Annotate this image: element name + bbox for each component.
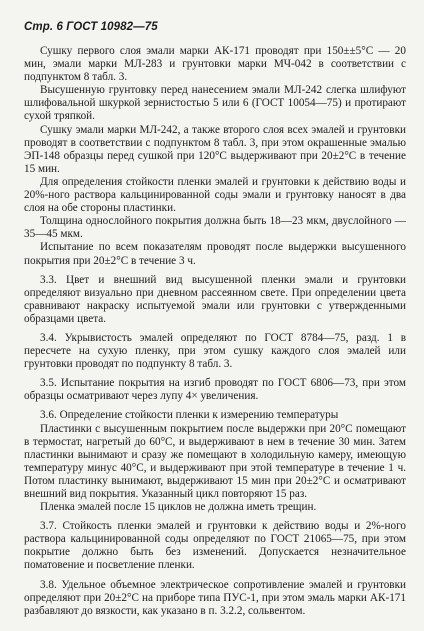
paragraph-3-8: 3.8. Удельное объемное электрическое сопротивление эмалей и грунтовки определяют при 20±2°С на приборе типа ПУС-1, при этом эмаль марки АК-171 разбавляют до вязкости, как указано в п. 3.2.2, сольвентом. xyxy=(24,578,406,617)
paragraph-test-conditions: Испытание по всем показателям проводят после выдержки высушенного покрытия при 20±2°С в течение 3 ч. xyxy=(24,241,406,267)
paragraph-3-4: 3.4. Укрывистость эмалей определяют по ГОСТ 8784—75, разд. 1 в пересчете на сухую пленку, при этом сушку каждого слоя эмалей или грунтовки проводят по подпункту 8 табл. 3. xyxy=(24,331,406,371)
paragraph-3-3: 3.3. Цвет и внешний вид высушенной пленки эмали и грунтовки определяют визуально при дневном рассеянном свете. При определении цвета сравнивают накраску испытуемой эмали или грунтовки с утвержденными образцами цвета. xyxy=(24,273,406,325)
paragraph-3-6-procedure: Пластинки с высушенным покрытием после выдержки при 20°С помещают в термостат, нагретый до 60°С, и выдерживают в нем в течение 30 мин. Затем пластинки вынимают и сразу же помещают в холодильную камеру, имеющую температуру минус 40°С, и выдерживают при этой температуре в течение 1 ч. Потом пластинку вынимают, выдерживают 15 мин при 20±2°С и осматривают внешний вид покрытия. Указанный цикл повторяют 15 раз. xyxy=(24,422,406,500)
document-body xyxy=(24,45,406,618)
paragraph-3-6-result: Пленка эмалей после 15 циклов не должна иметь трещин. xyxy=(40,501,317,514)
paragraph-3-5: 3.5. Испытание покрытия на изгиб проводят по ГОСТ 6806—73, при этом образцы осматривают через лупу 4× увеличения. xyxy=(24,377,406,403)
paragraph-thickness: Толщина однослойного покрытия должна быть 18—23 мкм, двуслойного — 35—45 мкм. xyxy=(24,215,406,241)
paragraph-primer-sanding: Высушенную грунтовку перед нанесением эмали МЛ-242 слегка шлифуют шлифовальной шкуркой зернистостью 5 или 6 (ГОСТ 10054—75) и протирают сухой тряпкой. xyxy=(24,84,406,123)
paragraph-3-7: 3.7. Стойкость пленки эмалей и грунтовки к действию воды и 2%-ного раствора кальцинированной соды определяют по ГОСТ 21065—75, при этом покрытие должно быть без изменений. Допускается незначительное поматовение и посветление пленки. xyxy=(24,520,406,572)
page-header: Стр. 6 ГОСТ 10982—75 xyxy=(24,21,158,33)
paragraph-3-6-heading: 3.6. Определение стойкости пленки к измерению температуры xyxy=(40,409,339,422)
paragraph-drying-ak171: Сушку первого слоя эмали марки АК-171 проводят при 150±±5°С — 20 мин, эмали марки МЛ-283 и грунтовки марки МЧ-042 в соответствии с подпунктом 8 табл. 3. xyxy=(24,45,406,84)
paragraph-two-layers: Для определения стойкости пленки эмалей и грунтовки к действию воды и 20%-ного раствора кальцинированной соды эмали и грунтовку наносят в два слоя на обе стороны пластинки. xyxy=(24,175,406,215)
paragraph-drying-ml242: Сушку эмали марки МЛ-242, а также второго слоя всех эмалей и грунтовки проводят в соответствии с подпунктом 8 табл. 3, при этом окрашенные эмалью ЭП-148 образцы перед сушкой при 120°С выдерживают при 20±2°С в течение 15 мин. xyxy=(24,123,406,175)
